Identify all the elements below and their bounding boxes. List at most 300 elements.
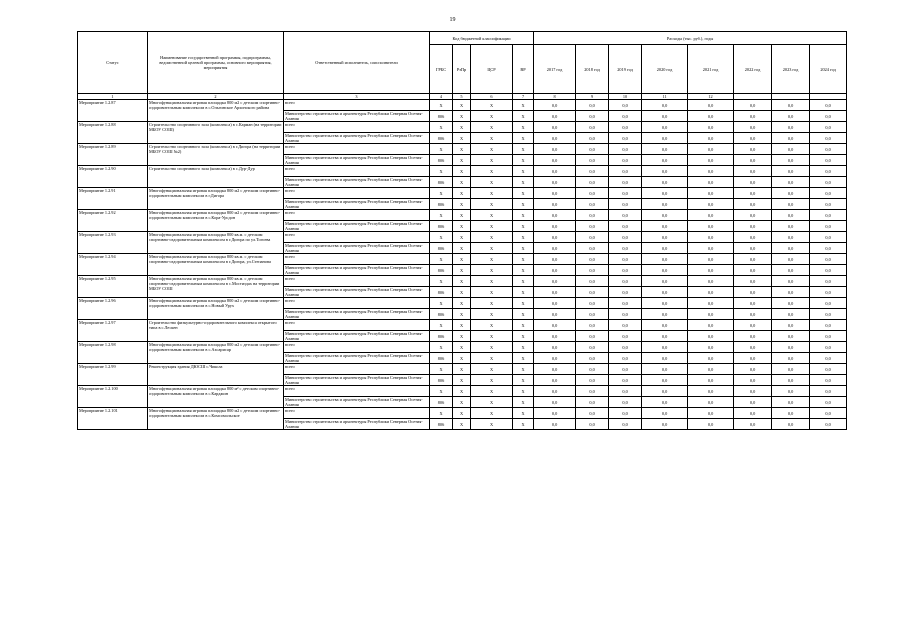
measure-status: Мероприятие 1.2.89 bbox=[78, 144, 148, 166]
expense-value-cell: 0,0 bbox=[688, 232, 734, 243]
expense-value-cell: 0,0 bbox=[609, 210, 642, 221]
expense-value-cell: 0,0 bbox=[534, 188, 576, 199]
table-row bbox=[78, 386, 847, 397]
header-year: 2020 год bbox=[642, 45, 688, 94]
measure-name: Строительство физкультурно-оздоровительного комплекса открытого типа в с.Лескен bbox=[148, 320, 284, 342]
expense-value-cell: 0,0 bbox=[734, 210, 772, 221]
budget-code-cell: X bbox=[513, 100, 534, 111]
expense-value-cell: 0,0 bbox=[534, 419, 576, 430]
expense-value-cell: 0,0 bbox=[734, 144, 772, 155]
expense-value-cell: 0,0 bbox=[534, 408, 576, 419]
expense-value-cell: 0,0 bbox=[810, 386, 847, 397]
budget-code-cell: X bbox=[453, 309, 471, 320]
executor-cell: Министерство строительства и архитектуры Республики Северная Осетия-Алания bbox=[284, 397, 430, 408]
expense-value-cell: 0,0 bbox=[810, 276, 847, 287]
header-code-grbs: ГРБС bbox=[430, 45, 453, 94]
budget-code-cell: 806 bbox=[430, 199, 453, 210]
expense-value-cell: 0,0 bbox=[810, 342, 847, 353]
budget-code-cell: X bbox=[453, 397, 471, 408]
header-code-vr: ВР bbox=[513, 45, 534, 94]
budget-code-cell: X bbox=[513, 166, 534, 177]
budget-code-cell: 806 bbox=[430, 221, 453, 232]
expense-value-cell: 0,0 bbox=[734, 419, 772, 430]
header-year: 2018 год bbox=[576, 45, 609, 94]
budget-code-cell: X bbox=[513, 287, 534, 298]
executor-cell: всего bbox=[284, 276, 430, 287]
measure-name: Многофункциональная игровая площадка 800 м2 с детским спортивно-оздоровительным комплексом в с.Ахсарисар bbox=[148, 342, 284, 364]
budget-code-cell: X bbox=[453, 342, 471, 353]
expense-value-cell: 0,0 bbox=[772, 320, 810, 331]
column-number: 12 bbox=[688, 94, 734, 100]
expense-value-cell: 0,0 bbox=[534, 166, 576, 177]
executor-cell: всего bbox=[284, 386, 430, 397]
column-number: 6 bbox=[471, 94, 513, 100]
budget-code-cell: X bbox=[471, 353, 513, 364]
expense-value-cell: 0,0 bbox=[772, 353, 810, 364]
expense-value-cell: 0,0 bbox=[772, 342, 810, 353]
table-row bbox=[78, 188, 847, 199]
budget-code-cell: X bbox=[471, 397, 513, 408]
budget-code-cell: X bbox=[471, 320, 513, 331]
expense-value-cell: 0,0 bbox=[688, 199, 734, 210]
budget-code-cell: 806 bbox=[430, 331, 453, 342]
expense-value-cell: 0,0 bbox=[734, 265, 772, 276]
budget-code-cell: X bbox=[453, 265, 471, 276]
expense-value-cell: 0,0 bbox=[772, 210, 810, 221]
expense-value-cell: 0,0 bbox=[734, 386, 772, 397]
budget-code-cell: X bbox=[453, 419, 471, 430]
budget-code-cell: X bbox=[513, 188, 534, 199]
expense-value-cell: 0,0 bbox=[642, 221, 688, 232]
budget-code-cell: X bbox=[513, 419, 534, 430]
expense-value-cell: 0,0 bbox=[642, 375, 688, 386]
executor-cell: всего bbox=[284, 144, 430, 155]
budget-code-cell: X bbox=[453, 408, 471, 419]
budget-code-cell: X bbox=[430, 232, 453, 243]
measure-status: Мероприятие 1.2.100 bbox=[78, 386, 148, 408]
expense-value-cell: 0,0 bbox=[810, 254, 847, 265]
measure-name: Многофункциональная игровая площадка 800 м2 с детским спортивно-оздоровительным комплексом в г.Дигора bbox=[148, 188, 284, 210]
expense-value-cell: 0,0 bbox=[642, 408, 688, 419]
expense-value-cell: 0,0 bbox=[688, 210, 734, 221]
budget-code-cell: X bbox=[513, 155, 534, 166]
expense-value-cell: 0,0 bbox=[642, 199, 688, 210]
expense-value-cell: 0,0 bbox=[534, 243, 576, 254]
header-year: 2024 год bbox=[810, 45, 847, 94]
expense-value-cell: 0,0 bbox=[534, 232, 576, 243]
expense-value-cell: 0,0 bbox=[810, 199, 847, 210]
expense-value-cell: 0,0 bbox=[688, 188, 734, 199]
expense-value-cell: 0,0 bbox=[642, 397, 688, 408]
expense-value-cell: 0,0 bbox=[609, 100, 642, 111]
executor-cell: всего bbox=[284, 188, 430, 199]
expense-value-cell: 0,0 bbox=[772, 265, 810, 276]
budget-code-cell: X bbox=[513, 232, 534, 243]
header-codes-group: Код бюджетной классификации bbox=[430, 32, 534, 45]
expense-value-cell: 0,0 bbox=[772, 331, 810, 342]
expense-value-cell: 0,0 bbox=[772, 199, 810, 210]
expense-value-cell: 0,0 bbox=[734, 364, 772, 375]
budget-code-cell: X bbox=[471, 364, 513, 375]
expense-value-cell: 0,0 bbox=[534, 133, 576, 144]
header-status: Статус bbox=[78, 32, 148, 94]
budget-code-cell: 806 bbox=[430, 177, 453, 188]
budget-code-cell: X bbox=[430, 320, 453, 331]
expense-value-cell: 0,0 bbox=[642, 144, 688, 155]
expense-value-cell: 0,0 bbox=[734, 287, 772, 298]
expense-value-cell: 0,0 bbox=[642, 122, 688, 133]
expense-value-cell: 0,0 bbox=[642, 210, 688, 221]
header-program: Наименование государственной программы, подпрограммы, ведомственной целевой программы, основного мероприятия, мероприятия bbox=[148, 32, 284, 94]
measure-status: Мероприятие 1.2.94 bbox=[78, 254, 148, 276]
budget-code-cell: 806 bbox=[430, 265, 453, 276]
expense-value-cell: 0,0 bbox=[688, 331, 734, 342]
expense-value-cell: 0,0 bbox=[576, 397, 609, 408]
expense-value-cell: 0,0 bbox=[609, 221, 642, 232]
expense-value-cell: 0,0 bbox=[609, 298, 642, 309]
expense-value-cell: 0,0 bbox=[576, 353, 609, 364]
expense-value-cell: 0,0 bbox=[576, 386, 609, 397]
budget-code-cell: X bbox=[453, 199, 471, 210]
table-row bbox=[78, 408, 847, 419]
expense-value-cell: 0,0 bbox=[534, 309, 576, 320]
expense-value-cell: 0,0 bbox=[609, 133, 642, 144]
executor-cell: всего bbox=[284, 232, 430, 243]
executor-cell: всего bbox=[284, 320, 430, 331]
budget-code-cell: X bbox=[430, 298, 453, 309]
expense-value-cell: 0,0 bbox=[688, 144, 734, 155]
budget-code-cell: X bbox=[471, 232, 513, 243]
column-number: 5 bbox=[453, 94, 471, 100]
column-number: 7 bbox=[513, 94, 534, 100]
expense-value-cell: 0,0 bbox=[734, 309, 772, 320]
expense-value-cell: 0,0 bbox=[772, 166, 810, 177]
expense-value-cell: 0,0 bbox=[534, 397, 576, 408]
budget-code-cell: X bbox=[513, 243, 534, 254]
expense-value-cell: 0,0 bbox=[688, 133, 734, 144]
budget-code-cell: X bbox=[471, 188, 513, 199]
expense-value-cell: 0,0 bbox=[642, 188, 688, 199]
table-row bbox=[78, 276, 847, 287]
expense-value-cell: 0,0 bbox=[734, 122, 772, 133]
budget-code-cell: X bbox=[513, 320, 534, 331]
expense-value-cell: 0,0 bbox=[609, 276, 642, 287]
expense-value-cell: 0,0 bbox=[688, 375, 734, 386]
budget-code-cell: X bbox=[430, 188, 453, 199]
expense-value-cell: 0,0 bbox=[576, 144, 609, 155]
budget-code-cell: X bbox=[471, 243, 513, 254]
executor-cell: Министерство строительства и архитектуры Республики Северная Осетия-Алания bbox=[284, 265, 430, 276]
expense-value-cell: 0,0 bbox=[609, 331, 642, 342]
executor-cell: Министерство строительства и архитектуры Республики Северная Осетия-Алания bbox=[284, 309, 430, 320]
expense-value-cell: 0,0 bbox=[534, 221, 576, 232]
expense-value-cell: 0,0 bbox=[576, 287, 609, 298]
budget-code-cell: X bbox=[513, 210, 534, 221]
measure-name: Строительство спортивного зала (комплекса) в с.Дур-Дур bbox=[148, 166, 284, 188]
expense-value-cell: 0,0 bbox=[688, 419, 734, 430]
expense-value-cell: 0,0 bbox=[734, 353, 772, 364]
budget-code-cell: X bbox=[430, 144, 453, 155]
budget-code-cell: X bbox=[453, 232, 471, 243]
expense-value-cell: 0,0 bbox=[810, 320, 847, 331]
expense-value-cell: 0,0 bbox=[576, 298, 609, 309]
budget-code-cell: X bbox=[471, 276, 513, 287]
expense-value-cell: 0,0 bbox=[734, 111, 772, 122]
executor-cell: всего bbox=[284, 122, 430, 133]
expense-value-cell: 0,0 bbox=[642, 287, 688, 298]
expense-value-cell: 0,0 bbox=[534, 364, 576, 375]
budget-code-cell: X bbox=[513, 298, 534, 309]
expense-value-cell: 0,0 bbox=[772, 221, 810, 232]
expense-value-cell: 0,0 bbox=[576, 331, 609, 342]
expense-value-cell: 0,0 bbox=[576, 210, 609, 221]
budget-code-cell: X bbox=[453, 287, 471, 298]
expense-value-cell: 0,0 bbox=[609, 353, 642, 364]
expense-value-cell: 0,0 bbox=[609, 375, 642, 386]
budget-code-cell: X bbox=[471, 287, 513, 298]
budget-code-cell: X bbox=[513, 265, 534, 276]
expense-value-cell: 0,0 bbox=[734, 254, 772, 265]
budget-code-cell: X bbox=[471, 298, 513, 309]
budget-code-cell: X bbox=[430, 364, 453, 375]
budget-code-cell: X bbox=[513, 331, 534, 342]
measure-status: Мероприятие 1.2.101 bbox=[78, 408, 148, 430]
budget-code-cell: X bbox=[513, 276, 534, 287]
budget-code-cell: X bbox=[513, 133, 534, 144]
expense-value-cell: 0,0 bbox=[534, 122, 576, 133]
expense-value-cell: 0,0 bbox=[642, 232, 688, 243]
column-number: 10 bbox=[609, 94, 642, 100]
budget-code-cell: X bbox=[471, 265, 513, 276]
header-year: 2017 год bbox=[534, 45, 576, 94]
expense-value-cell: 0,0 bbox=[772, 100, 810, 111]
executor-cell: Министерство строительства и архитектуры Республики Северная Осетия-Алания bbox=[284, 155, 430, 166]
budget-code-cell: X bbox=[471, 386, 513, 397]
header-expenses-group: Расходы (тыс. руб.), годы bbox=[534, 32, 847, 45]
expense-value-cell: 0,0 bbox=[609, 419, 642, 430]
budget-code-cell: X bbox=[471, 210, 513, 221]
budget-code-cell: X bbox=[453, 364, 471, 375]
table-row bbox=[78, 364, 847, 375]
budget-code-cell: X bbox=[453, 243, 471, 254]
executor-cell: Министерство строительства и архитектуры Республики Северная Осетия-Алания bbox=[284, 331, 430, 342]
budget-code-cell: X bbox=[471, 133, 513, 144]
expense-value-cell: 0,0 bbox=[609, 155, 642, 166]
expense-value-cell: 0,0 bbox=[688, 254, 734, 265]
measure-name: Многофункциональная игровая площадка 800 м2 с детским спортивно-оздоровительным комплексом в с.Кора-Урсдон bbox=[148, 210, 284, 232]
budget-table bbox=[77, 31, 847, 430]
executor-cell: Министерство строительства и архитектуры Республики Северная Осетия-Алания bbox=[284, 287, 430, 298]
expense-value-cell: 0,0 bbox=[576, 111, 609, 122]
expense-value-cell: 0,0 bbox=[688, 353, 734, 364]
expense-value-cell: 0,0 bbox=[642, 100, 688, 111]
column-number: 9 bbox=[576, 94, 609, 100]
expense-value-cell: 0,0 bbox=[810, 331, 847, 342]
expense-value-cell: 0,0 bbox=[576, 309, 609, 320]
expense-value-cell: 0,0 bbox=[772, 419, 810, 430]
executor-cell: Министерство строительства и архитектуры Республики Северная Осетия-Алания bbox=[284, 375, 430, 386]
budget-code-cell: 806 bbox=[430, 309, 453, 320]
header-year: 2023 год bbox=[772, 45, 810, 94]
budget-code-cell: 806 bbox=[430, 375, 453, 386]
budget-code-cell: X bbox=[513, 408, 534, 419]
measure-name: Многофункциональная игровая площадка 800 кв.м. с детским спортивно-оздоровительным комплексом в г.Дигора по ул.Тогоева bbox=[148, 232, 284, 254]
executor-cell: всего bbox=[284, 100, 430, 111]
expense-value-cell: 0,0 bbox=[734, 100, 772, 111]
expense-value-cell: 0,0 bbox=[688, 276, 734, 287]
expense-value-cell: 0,0 bbox=[688, 155, 734, 166]
budget-code-cell: X bbox=[471, 122, 513, 133]
expense-value-cell: 0,0 bbox=[642, 309, 688, 320]
expense-value-cell: 0,0 bbox=[734, 375, 772, 386]
column-number: 8 bbox=[534, 94, 576, 100]
expense-value-cell: 0,0 bbox=[534, 111, 576, 122]
expense-value-cell: 0,0 bbox=[772, 375, 810, 386]
column-number: 3 bbox=[284, 94, 430, 100]
expense-value-cell: 0,0 bbox=[609, 254, 642, 265]
budget-code-cell: X bbox=[453, 353, 471, 364]
budget-code-cell: X bbox=[513, 342, 534, 353]
expense-value-cell: 0,0 bbox=[810, 166, 847, 177]
expense-value-cell: 0,0 bbox=[576, 364, 609, 375]
expense-value-cell: 0,0 bbox=[810, 287, 847, 298]
budget-code-cell: X bbox=[471, 177, 513, 188]
executor-cell: Министерство строительства и архитектуры Республики Северная Осетия-Алания bbox=[284, 111, 430, 122]
budget-code-cell: 806 bbox=[430, 397, 453, 408]
expense-value-cell: 0,0 bbox=[576, 122, 609, 133]
budget-code-cell: 806 bbox=[430, 243, 453, 254]
expense-value-cell: 0,0 bbox=[772, 133, 810, 144]
executor-cell: Министерство строительства и архитектуры Республики Северная Осетия-Алания bbox=[284, 199, 430, 210]
expense-value-cell: 0,0 bbox=[609, 265, 642, 276]
expense-value-cell: 0,0 bbox=[688, 298, 734, 309]
expense-value-cell: 0,0 bbox=[772, 309, 810, 320]
expense-value-cell: 0,0 bbox=[609, 166, 642, 177]
expense-value-cell: 0,0 bbox=[688, 243, 734, 254]
budget-code-cell: 806 bbox=[430, 111, 453, 122]
expense-value-cell: 0,0 bbox=[772, 111, 810, 122]
expense-value-cell: 0,0 bbox=[810, 353, 847, 364]
budget-code-cell: X bbox=[513, 364, 534, 375]
table-row bbox=[78, 210, 847, 221]
expense-value-cell: 0,0 bbox=[810, 419, 847, 430]
table-row bbox=[78, 298, 847, 309]
expense-value-cell: 0,0 bbox=[810, 243, 847, 254]
expense-value-cell: 0,0 bbox=[772, 232, 810, 243]
table-row bbox=[78, 232, 847, 243]
expense-value-cell: 0,0 bbox=[534, 287, 576, 298]
expense-value-cell: 0,0 bbox=[810, 397, 847, 408]
expense-value-cell: 0,0 bbox=[609, 386, 642, 397]
column-number: 2 bbox=[148, 94, 284, 100]
budget-code-cell: X bbox=[471, 166, 513, 177]
expense-value-cell: 0,0 bbox=[688, 122, 734, 133]
expense-value-cell: 0,0 bbox=[734, 232, 772, 243]
expense-value-cell: 0,0 bbox=[734, 133, 772, 144]
expense-value-cell: 0,0 bbox=[772, 243, 810, 254]
expense-value-cell: 0,0 bbox=[734, 298, 772, 309]
budget-code-cell: X bbox=[471, 144, 513, 155]
expense-value-cell: 0,0 bbox=[576, 419, 609, 430]
measure-status: Мероприятие 1.2.97 bbox=[78, 320, 148, 342]
measure-status: Мероприятие 1.2.98 bbox=[78, 342, 148, 364]
expense-value-cell: 0,0 bbox=[534, 276, 576, 287]
expense-value-cell: 0,0 bbox=[688, 265, 734, 276]
expense-value-cell: 0,0 bbox=[576, 254, 609, 265]
table-row bbox=[78, 320, 847, 331]
column-number: 4 bbox=[430, 94, 453, 100]
expense-value-cell: 0,0 bbox=[688, 408, 734, 419]
budget-code-cell: X bbox=[430, 342, 453, 353]
expense-value-cell: 0,0 bbox=[576, 276, 609, 287]
budget-code-cell: X bbox=[430, 254, 453, 265]
budget-code-cell: 806 bbox=[430, 419, 453, 430]
measure-name: Многофункциональная игровая площадка 800 м² с детским спортивно-оздоровительным комплексом в с.Карджин bbox=[148, 386, 284, 408]
expense-value-cell: 0,0 bbox=[642, 177, 688, 188]
expense-value-cell: 0,0 bbox=[810, 100, 847, 111]
budget-code-cell: X bbox=[471, 100, 513, 111]
expense-value-cell: 0,0 bbox=[772, 386, 810, 397]
expense-value-cell: 0,0 bbox=[609, 243, 642, 254]
budget-code-cell: X bbox=[430, 122, 453, 133]
expense-value-cell: 0,0 bbox=[576, 221, 609, 232]
table-row bbox=[78, 144, 847, 155]
expense-value-cell: 0,0 bbox=[810, 375, 847, 386]
expense-value-cell: 0,0 bbox=[534, 199, 576, 210]
expense-value-cell: 0,0 bbox=[810, 210, 847, 221]
expense-value-cell: 0,0 bbox=[772, 144, 810, 155]
expense-value-cell: 0,0 bbox=[576, 166, 609, 177]
measure-name: Многофункциональная игровая площадка 800 м2 с детским спортивно-оздоровительным комплексом в с.Комсомольское bbox=[148, 408, 284, 430]
measure-status: Мероприятие 1.2.96 bbox=[78, 298, 148, 320]
budget-code-cell: X bbox=[513, 221, 534, 232]
expense-value-cell: 0,0 bbox=[642, 133, 688, 144]
budget-code-cell: X bbox=[453, 144, 471, 155]
executor-cell: Министерство строительства и архитектуры Республики Северная Осетия-Алания bbox=[284, 177, 430, 188]
budget-code-cell: X bbox=[471, 221, 513, 232]
budget-code-cell: X bbox=[453, 375, 471, 386]
measure-name: Многофункциональная игровая площадка 800 м2 с детским спортивно-оздоровительным комплексом в с.Ольгинское Архонского района bbox=[148, 100, 284, 122]
expense-value-cell: 0,0 bbox=[642, 353, 688, 364]
expense-value-cell: 0,0 bbox=[734, 221, 772, 232]
expense-value-cell: 0,0 bbox=[576, 408, 609, 419]
budget-code-cell: X bbox=[453, 386, 471, 397]
expense-value-cell: 0,0 bbox=[772, 155, 810, 166]
expense-value-cell: 0,0 bbox=[688, 386, 734, 397]
expense-value-cell: 0,0 bbox=[609, 408, 642, 419]
expense-value-cell: 0,0 bbox=[734, 342, 772, 353]
budget-code-cell: X bbox=[471, 254, 513, 265]
expense-value-cell: 0,0 bbox=[810, 265, 847, 276]
expense-value-cell: 0,0 bbox=[642, 155, 688, 166]
expense-value-cell: 0,0 bbox=[576, 133, 609, 144]
expense-value-cell: 0,0 bbox=[772, 177, 810, 188]
budget-code-cell: X bbox=[513, 375, 534, 386]
budget-code-cell: X bbox=[471, 408, 513, 419]
expense-value-cell: 0,0 bbox=[734, 166, 772, 177]
expense-value-cell: 0,0 bbox=[688, 287, 734, 298]
expense-value-cell: 0,0 bbox=[810, 122, 847, 133]
measure-name: Строительство спортивного зала (комплекса) в с.Карман (на территории МБОУ СОШ) bbox=[148, 122, 284, 144]
table-body bbox=[78, 100, 847, 430]
expense-value-cell: 0,0 bbox=[609, 122, 642, 133]
table-row bbox=[78, 342, 847, 353]
expense-value-cell: 0,0 bbox=[609, 177, 642, 188]
expense-value-cell: 0,0 bbox=[642, 419, 688, 430]
header-executor: Ответственный исполнитель, соисполнители bbox=[284, 32, 430, 94]
budget-code-cell: X bbox=[453, 254, 471, 265]
budget-code-cell: X bbox=[513, 386, 534, 397]
